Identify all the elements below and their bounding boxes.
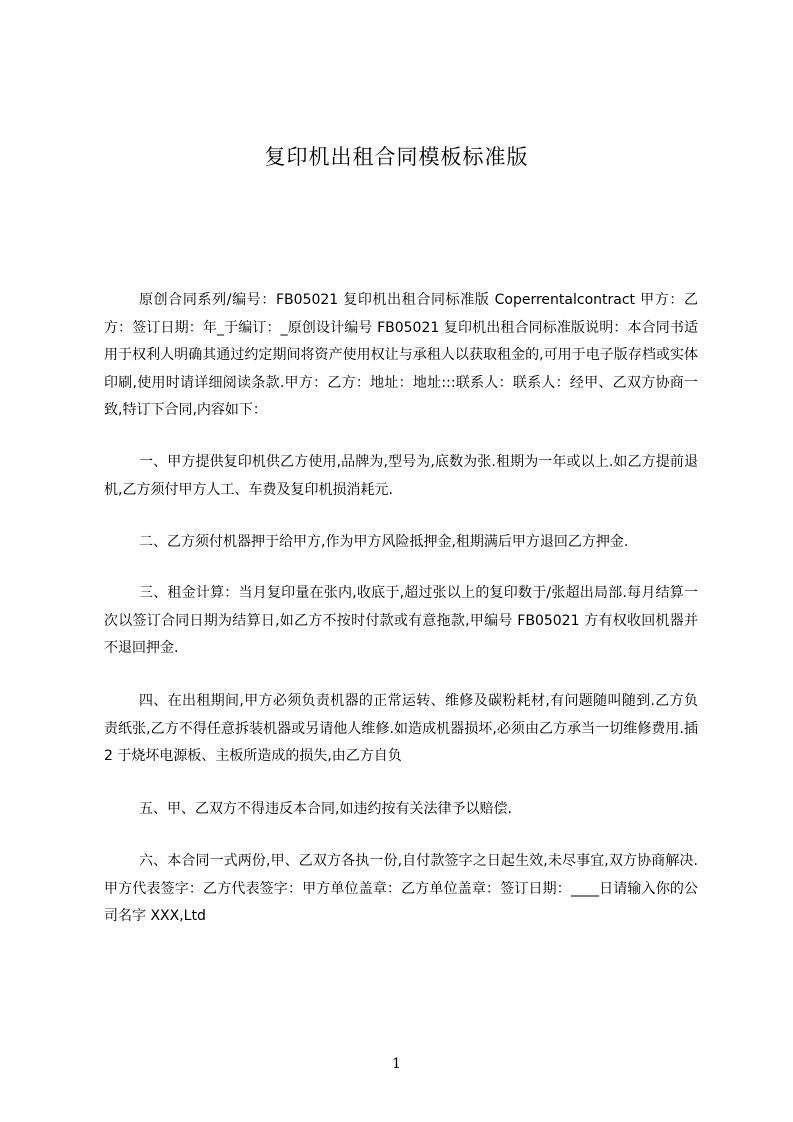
- clause-3-paragraph: 三、租金计算：当月复印量在张内,收底于,超过张以上的复印数于/张超出局部.每月结算一次以签订合同日期为结算日,如乙方不按时付款或有意拖款,甲编号 FB05021 方有权收回机器并不退回押金.: [104, 585, 698, 656]
- intro-paragraph: 原创合同系列/编号：FB05021 复印机出租合同标准版 Coperrentalcontract 甲方：乙方：签订日期：年_于编订：_原创设计编号 FB05021 复印机出租合同标准版说明：本合同书适用于权利人明确其通过约定期间将资产使用权让与承租人以获取租金的,可用于电子版存档或实体印刷,使用时请详细阅读条款.甲方：乙方：地址：地址:::联系人：联系人：经甲、乙双方协商一致,特订下合同,内容如下：: [104, 292, 698, 418]
- clause-4-paragraph: 四、在出租期间,甲方必须负责机器的正常运转、维修及碳粉耗材,有问题随叫随到.乙方负责纸张,乙方不得任意拆装机器或另请他人维修.如造成机器损坏,必须由乙方承当一切维修费用.插 2 于烧坏电源板、主板所造成的损失,由乙方自负: [104, 693, 698, 764]
- clause-2-paragraph: 二、乙方须付机器押于给甲方,作为甲方风险抵押金,租期满后甲方退回乙方押金.: [139, 534, 629, 550]
- clause-6-paragraph: 六、本合同一式两份,甲、乙双方各执一份,自付款签字之日起生效,未尽事宜,双方协商解决.甲方代表签字：乙方代表签字：甲方单位盖章：乙方单位盖章：签订日期：____日请输入你的公司名字 XXX,Ltd: [104, 853, 698, 924]
- page-number: 1: [392, 1056, 401, 1072]
- clause-5-paragraph: 五、甲、乙双方不得违反本合同,如违约按有关法律予以赔偿.: [139, 801, 512, 817]
- clause-1-paragraph: 一、甲方提供复印机供乙方使用,品牌为,型号为,底数为张.租期为一年或以上.如乙方提前退机,乙方须付甲方人工、车费及复印机损消耗元.: [104, 454, 698, 498]
- document-title: 复印机出租合同模板标准版: [264, 145, 529, 169]
